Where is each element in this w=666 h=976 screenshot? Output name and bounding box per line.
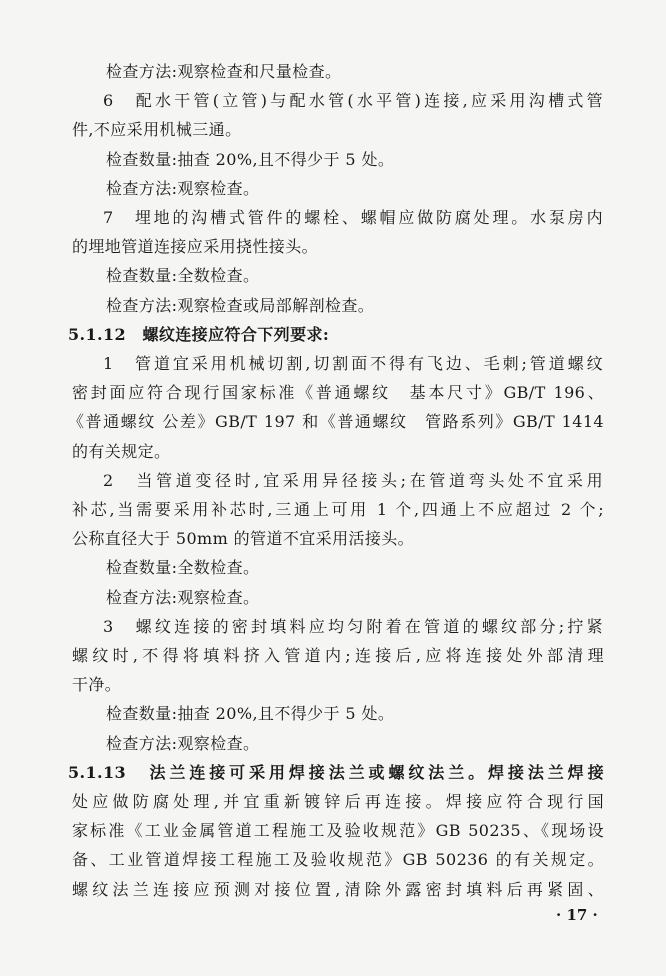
text-line-26: 处应做防腐处理,并宜重新镀锌后再连接。焊接应符合现行国: [72, 792, 604, 811]
text-line-5: 检查方法:观察检查。: [106, 178, 260, 198]
section-heading-5-1-12: 5.1.12 螺纹连接应符合下列要求:: [68, 324, 330, 344]
text-line-24: 检查方法:观察检查。: [106, 733, 260, 753]
text-line-17: 公称直径大于 50mm 的管道不宜采用活接头。: [72, 529, 415, 549]
text-line-18: 检查数量:全数检查。: [106, 558, 260, 578]
text-line-12: 密封面应符合现行国家标准《普通螺纹 基本尺寸》GB/T 196、: [72, 383, 604, 403]
text-line-15: 2 当管道变径时,宜采用异径接头;在管道弯头处不宜采用: [103, 470, 603, 490]
text-line-21: 螺纹时,不得将填料挤入管道内;连接后,应将连接处外部清理: [72, 646, 604, 665]
text-line-29: 螺纹法兰连接应预测对接位置,清除外露密封填料后再紧固、: [72, 879, 604, 899]
text-line-14: 的有关规定。: [72, 441, 171, 461]
text-line-6: 7 埋地的沟槽式管件的螺栓、螺帽应做防腐处理。水泵房内: [103, 208, 603, 227]
text-line-20: 3 螺纹连接的密封填料应均匀附着在管道的螺纹部分;拧紧: [103, 616, 603, 636]
text-line-2: 6 配水干管(立管)与配水管(水平管)连接,应采用沟槽式管: [103, 91, 603, 111]
section-heading-5-1-13: 5.1.13 法兰连接可采用焊接法兰或螺纹法兰。焊接法兰焊接: [68, 762, 604, 782]
text-line-22: 干净。: [72, 675, 122, 695]
text-line-28: 备、工业管道焊接工程施工及验收规范》GB 50236 的有关规定。: [72, 850, 604, 870]
text-line-3: 件,不应采用机械三通。: [72, 120, 242, 140]
text-line-4: 检查数量:抽查 20%,且不得少于 5 处。: [106, 149, 395, 169]
text-line-27: 家标准《工业金属管道工程施工及验收规范》GB 50235、《现场设: [72, 821, 604, 841]
text-line-11: 1 管道宜采用机械切割,切割面不得有飞边、毛刺;管道螺纹: [103, 354, 603, 373]
text-line-23: 检查数量:抽查 20%,且不得少于 5 处。: [106, 704, 395, 724]
text-line-16: 补芯,当需要采用补芯时,三通上可用 1 个,四通上不应超过 2 个;: [72, 500, 604, 519]
text-line-7: 的埋地管道连接应采用挠性接头。: [72, 237, 319, 257]
text-line-13: 《普通螺纹 公差》GB/T 197 和《普通螺纹 管路系列》GB/T 1414: [68, 412, 604, 432]
text-line-8: 检查数量:全数检查。: [106, 266, 260, 286]
text-line-9: 检查方法:观察检查或局部解剖检查。: [106, 295, 375, 315]
page-number: · 17 ·: [556, 906, 598, 924]
text-line-1: 检查方法:观察检查和尺量检查。: [106, 62, 342, 81]
text-line-19: 检查方法:观察检查。: [106, 587, 260, 607]
